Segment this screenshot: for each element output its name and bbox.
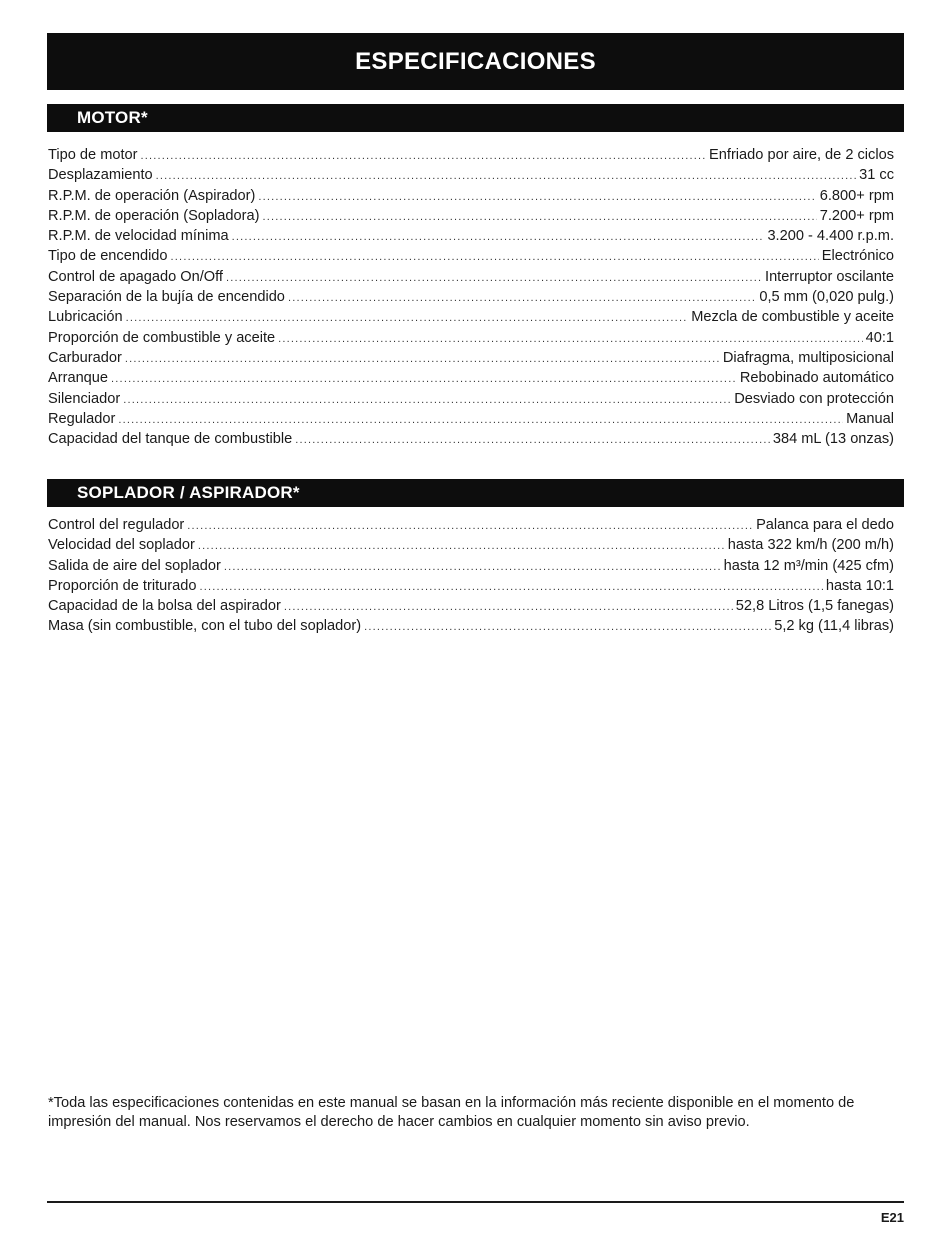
dot-leader — [278, 329, 862, 349]
spec-value: Interruptor oscilante — [765, 268, 894, 285]
spec-label: Capacidad de la bolsa del aspirador — [48, 598, 281, 615]
spec-value: 7.200+ rpm — [819, 207, 894, 224]
spec-label: R.P.M. de operación (Aspirador) — [48, 187, 256, 204]
spec-label: Desplazamiento — [48, 167, 153, 184]
soplador-spec-row — [48, 535, 894, 555]
spec-value: Electrónico — [821, 248, 894, 265]
spec-value: hasta 12 m³/min (425 cfm) — [723, 557, 894, 574]
spec-label: Salida de aire del soplador — [48, 557, 221, 574]
spec-label: R.P.M. de operación (Sopladora) — [48, 207, 260, 224]
spec-value: hasta 322 km/h (200 m/h) — [727, 537, 894, 554]
spec-label: Separación de la bujía de encendido — [48, 289, 285, 306]
dot-leader — [141, 146, 707, 166]
spec-label: Control del regulador — [48, 517, 185, 533]
dot-leader — [171, 247, 819, 267]
spec-value: 0,5 mm (0,020 pulg.) — [759, 289, 894, 306]
spec-label: Carburador — [48, 349, 122, 366]
section-title-soplador: SOPLADOR / ASPIRADOR* — [77, 483, 300, 502]
spec-value: 6.800+ rpm — [819, 187, 894, 204]
spec-label: Proporción de combustible y aceite — [48, 329, 276, 346]
motor-spec-row — [48, 368, 894, 388]
spec-value: 40:1 — [865, 329, 894, 346]
spec-value: 384 mL (13 onzas) — [772, 431, 894, 448]
motor-spec-row — [48, 328, 894, 348]
dot-leader — [111, 369, 737, 389]
footer-divider — [47, 1201, 904, 1203]
page-number: E21 — [880, 1210, 904, 1225]
motor-spec-row — [48, 186, 894, 206]
dot-leader — [224, 557, 721, 577]
motor-spec-row — [48, 429, 894, 449]
spec-label: Velocidad del soplador — [48, 537, 195, 554]
dot-leader — [126, 308, 689, 328]
motor-spec-row — [48, 246, 894, 266]
spec-label: Capacidad del tanque de combustible — [48, 431, 293, 448]
motor-spec-row — [48, 409, 894, 429]
dot-leader — [226, 268, 762, 288]
dot-leader — [123, 390, 731, 410]
spec-value: 52,8 Litros (1,5 fanegas) — [735, 598, 894, 615]
spec-label: R.P.M. de velocidad mínima — [48, 228, 229, 245]
motor-spec-row — [48, 348, 894, 368]
spec-label: Arranque — [48, 370, 109, 387]
spec-label: Tipo de encendido — [48, 248, 168, 265]
spec-value: Mezcla de combustible y aceite — [691, 309, 894, 326]
dot-leader — [284, 597, 733, 617]
dot-leader — [125, 349, 720, 369]
soplador-spec-row — [48, 596, 894, 616]
motor-spec-row — [48, 145, 894, 165]
motor-spec-row — [48, 307, 894, 327]
soplador-spec-row — [48, 515, 894, 535]
spec-label: Silenciador — [48, 390, 121, 407]
dot-leader — [187, 516, 753, 536]
motor-spec-row — [48, 287, 894, 307]
dot-leader — [288, 288, 756, 308]
dot-leader — [156, 166, 856, 186]
spec-value: Manual — [846, 410, 894, 427]
spec-value: 3.200 - 4.400 r.p.m. — [767, 228, 894, 245]
dot-leader — [295, 430, 770, 450]
dot-leader — [262, 207, 816, 227]
dot-leader — [199, 577, 822, 597]
section-header-soplador — [47, 479, 904, 507]
soplador-spec-row — [48, 556, 894, 576]
soplador-spec-list — [48, 515, 894, 637]
dot-leader — [232, 227, 765, 247]
spec-value: hasta 10:1 — [825, 577, 894, 594]
footnote: *Toda las especificaciones contenidas en este manual se basan en la información más reciente disponible en el momento de impresión del manual. Nos reservamos el derecho de hacer cambios en cualquier momento sin aviso previo. — [48, 1095, 855, 1130]
soplador-spec-row — [48, 576, 894, 596]
dot-leader — [258, 187, 816, 207]
spec-value: Diafragma, multiposicional — [722, 349, 894, 366]
spec-label: Tipo de motor — [48, 147, 138, 163]
spec-label: Masa (sin combustible, con el tubo del soplador) — [48, 618, 362, 635]
section-title-motor: MOTOR* — [77, 108, 148, 127]
motor-spec-row — [48, 267, 894, 287]
motor-spec-row — [48, 226, 894, 246]
spec-value: 31 cc — [859, 167, 894, 184]
spec-value: 5,2 kg (11,4 libras) — [774, 618, 894, 635]
dot-leader — [198, 536, 725, 556]
section-header-motor — [47, 104, 904, 132]
soplador-spec-row — [48, 616, 894, 636]
page-title: ESPECIFICACIONES — [355, 47, 596, 75]
spec-label: Control de apagado On/Off — [48, 268, 223, 285]
motor-spec-row — [48, 165, 894, 185]
spec-value: Desviado con protección — [734, 390, 894, 407]
spec-label: Lubricación — [48, 309, 123, 326]
motor-spec-row — [48, 206, 894, 226]
page-title-bar — [47, 33, 904, 90]
spec-value: Enfriado por aire, de 2 ciclos — [709, 147, 894, 163]
spec-value: Rebobinado automático — [739, 370, 894, 387]
motor-spec-row — [48, 389, 894, 409]
spec-value: Palanca para el dedo — [756, 517, 894, 533]
dot-leader — [118, 410, 843, 430]
spec-label: Regulador — [48, 410, 116, 427]
motor-spec-list — [48, 145, 894, 449]
dot-leader — [364, 617, 771, 637]
spec-label: Proporción de triturado — [48, 577, 197, 594]
